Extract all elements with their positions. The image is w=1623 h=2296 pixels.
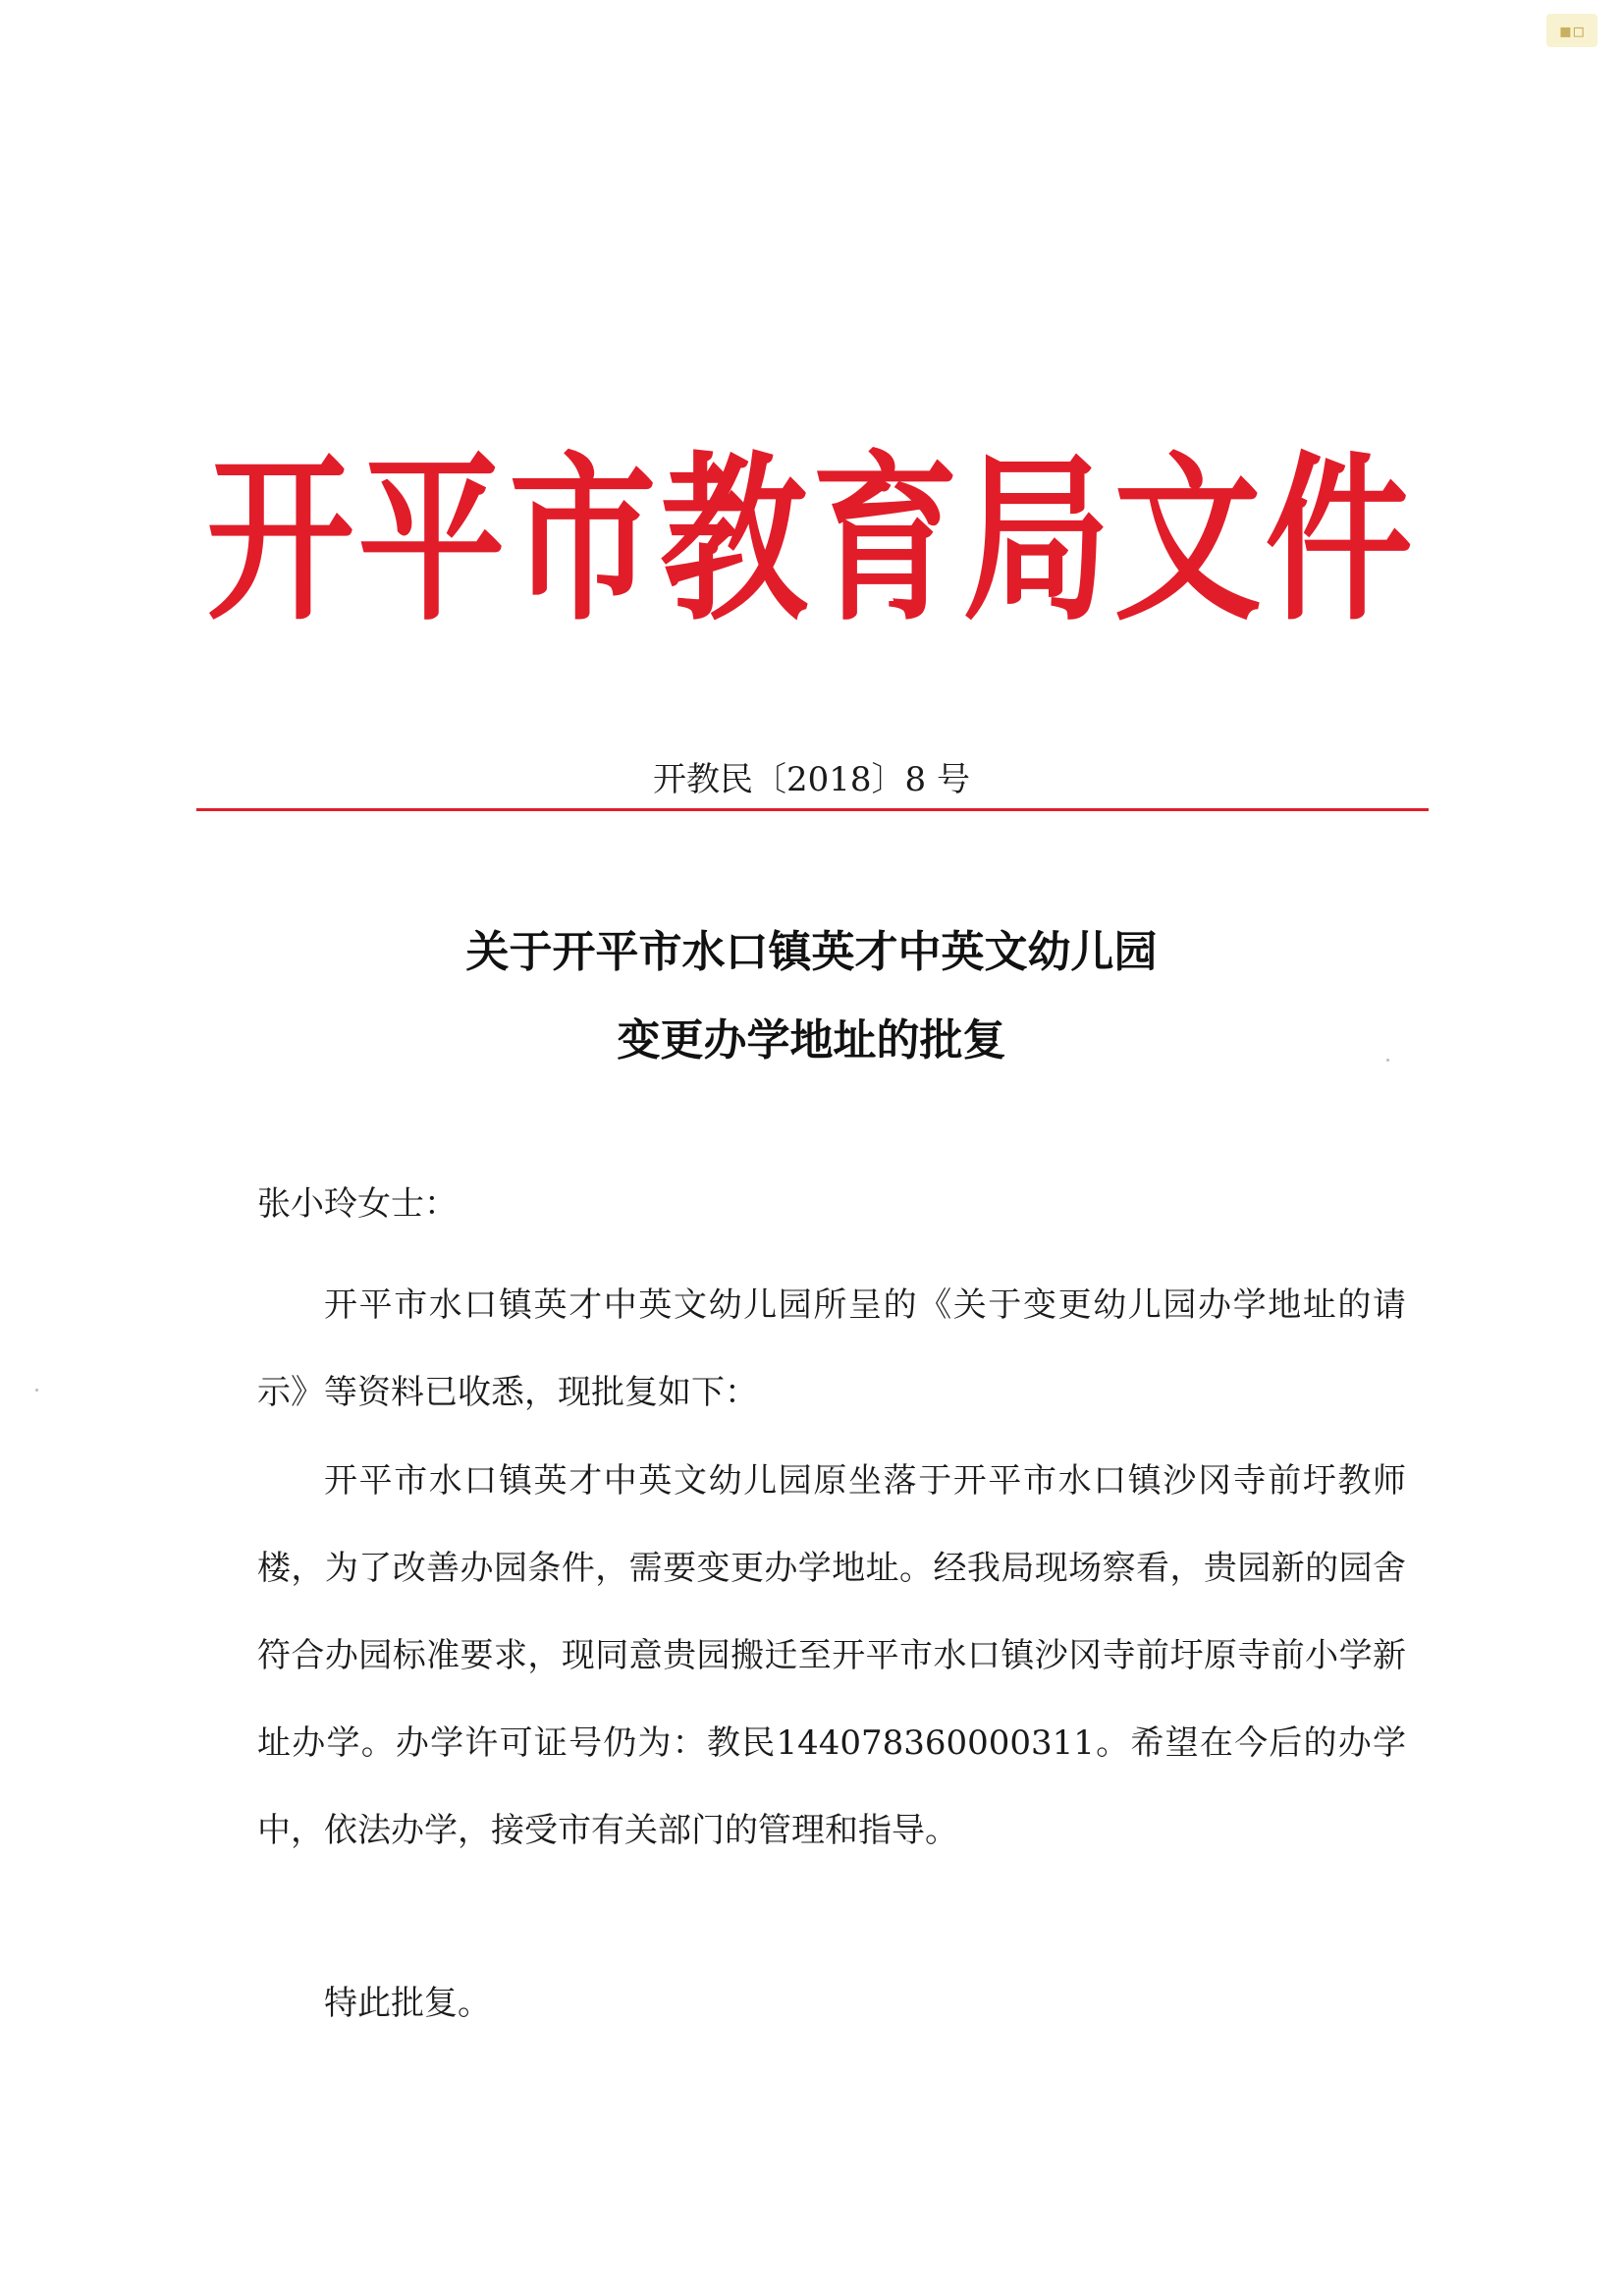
body-paragraph-1: 开平市水口镇英才中英文幼儿园所呈的《关于变更幼儿园办学地址的请示》等资料已收悉，现批复如下： [257,1285,1406,1412]
title-line-1: 关于开平市水口镇英才中英文幼儿园 [465,927,1158,977]
red-divider-line [196,808,1429,811]
document-number: 开教民〔2018〕8 号 [653,760,970,799]
scan-stain-mark: ▪▫ [1546,14,1597,47]
document-masthead: 开平市教育局文件 [206,434,1417,646]
body-paragraph-2: 开平市水口镇英才中英文幼儿园原坐落于开平市水口镇沙冈寺前圩教师楼，为了改善办园条件，需要变更办学地址。经我局现场察看，贵园新的园舍符合办园标准要求，现同意贵园搬迁至开平市水口镇沙冈寺前圩原寺前小学新址办学。办学许可证号仍为：教民144078360000311。希望在今后的办学中，依法办学，接受市有关部门的管理和指导。 [257,1461,1406,1850]
body-paragraph-closing: 特此批复。 [324,1984,491,2023]
scan-speck [35,1389,38,1392]
salutation: 张小玲女士： [257,1184,458,1224]
scan-speck [1386,1059,1389,1062]
document-title [0,923,1623,1100]
title-line-2: 变更办学地址的批复 [617,1015,1006,1066]
